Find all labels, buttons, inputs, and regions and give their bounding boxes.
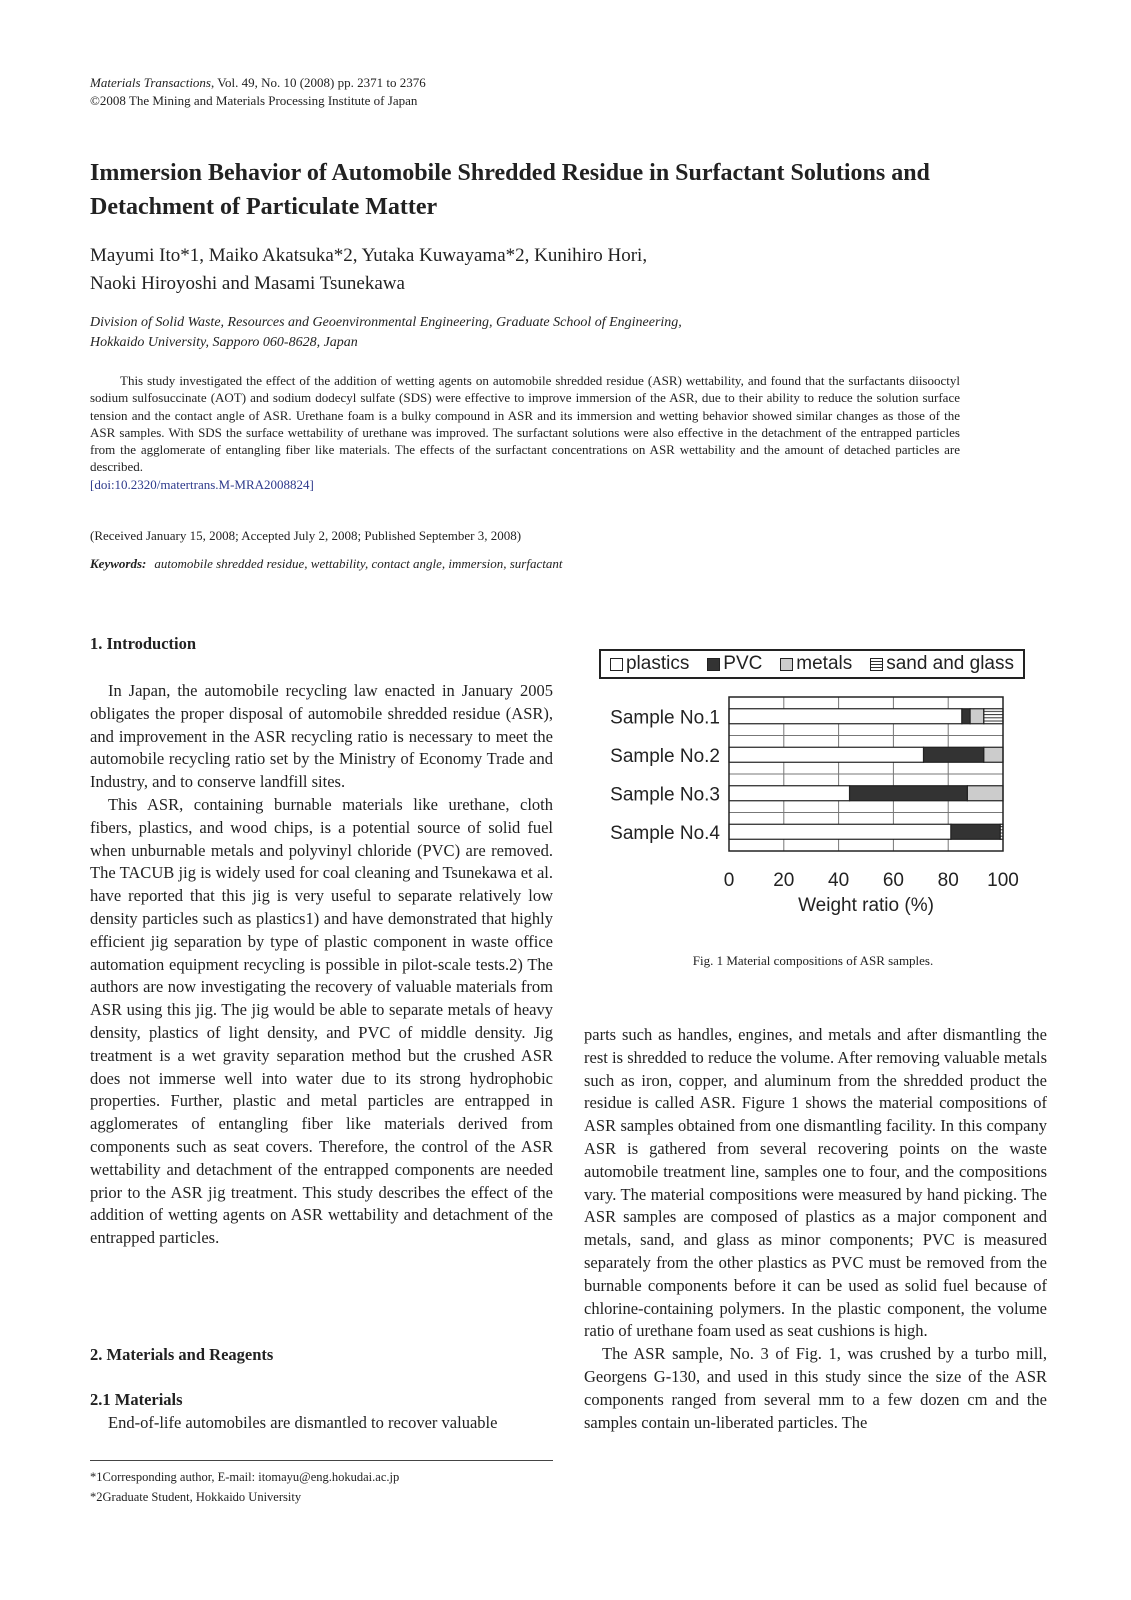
x-tick-label: 20 (773, 870, 795, 891)
category-label: Sample No.1 (610, 707, 720, 729)
legend-swatch (780, 658, 793, 671)
section-heading-materials: 2. Materials and Reagents (90, 1345, 274, 1364)
footnote-2: *2Graduate Student, Hokkaido University (90, 1490, 302, 1504)
materials-paragraph-1-cont: parts such as handles, engines, and metals and after dismantling the rest is shredded to reduce the volume. After removing valuable metals such as iron, copper, and aluminum from the shredded product the residue is called ASR. Figure 1 shows the material compositions of ASR samples obtained from one dismantling facility. In this company ASR is gathered from several recovering points on the waste automobile treatment line, samples one to four, and the compositions vary. The material compositions were measured by hand picking. The ASR samples are composed of plastics as a major component and metals, sand, and glass as minor components; PVC is measured separately from the other plastics as PVC must be removed from the burnable components before it can be used as solid fuel because of chlorine-containing polymers. In the plastic component, the volume ratio of urethane foam used as seat cushions is high. (584, 1025, 1047, 1341)
x-axis-label: Weight ratio (%) (798, 895, 934, 916)
legend-swatch (870, 658, 883, 671)
bar-segment-plastics (729, 747, 924, 762)
copyright: ©2008 The Mining and Materials Processing Institute of Japan (90, 93, 418, 108)
legend-swatch (610, 658, 623, 671)
category-label: Sample No.2 (610, 745, 720, 767)
abstract (90, 372, 960, 493)
paper-title: Immersion Behavior of Automobile Shredded Residue in Surfactant Solutions and Detachment of Particulate Matter (90, 160, 930, 220)
intro-paragraph-2: This ASR, containing burnable materials like urethane, cloth fibers, plastics, and wood chips, is a potential source of solid fuel when unburnable metals and polyvinyl chloride (PVC) are removed. The TACUB jig is widely used for coal cleaning and Tsunekawa et al. have reported that this jig is very useful to separate relatively low density particles such as plastics1) and have demonstrated that highly efficient jig separation by type of plastic component in waste office automation equipment recycling is possible in pilot-scale tests.2) The authors are now investigating the recovery of valuable materials from ASR using this jig. The jig would be able to separate metals of heavy density, plastics of light density, and PVC of middle density. Jig treatment is a wet gravity separation method but the crushed ASR does not immerse well into water due to its strong hydrophobic properties. Further, plastic and metal particles are entrapped in agglomerates of entangling fiber like materials derived from components such as seat covers. Therefore, the control of the ASR wettability and detachment of the entrapped components are needed prior to the ASR jig treatment. This study describes the effect of the addition of wetting agents on ASR wettability and detachment of the entrapped particles. (90, 794, 553, 1248)
bar-segment-plastics (729, 824, 951, 839)
subsection-heading-materials: 2.1 Materials (90, 1390, 183, 1409)
intro-paragraph-1: In Japan, the automobile recycling law enacted in January 2005 obligates the proper disposal of automobile shredded residue (ASR), and improvement in the ASR recycling ratio is necessary to meet the automobile recycling ratio set by the Ministry of Economy Trade and Industry, and to conserve landfill sites. (90, 681, 553, 792)
doi-link[interactable]: [doi:10.2320/matertrans.M-MRA2008824] (90, 476, 314, 492)
legend-item (610, 653, 689, 675)
x-tick-label: 40 (828, 870, 850, 891)
legend-label: plastics (625, 653, 690, 674)
journal-name: Materials Transactions (90, 75, 211, 90)
x-tick-label: 60 (882, 870, 904, 891)
affiliation (90, 313, 1030, 353)
bar-segment-plastics (729, 709, 962, 724)
affiliation-line-1: Division of Solid Waste, Resources and Geoenvironmental Engineering, Graduate School of Engineering, (90, 315, 682, 330)
x-tick-label: 100 (987, 870, 1019, 891)
legend-label: metals (796, 653, 853, 674)
materials-text-start (90, 1412, 553, 1435)
authors-line-2: Naoki Hiroyoshi and Masami Tsunekawa (90, 273, 405, 294)
authors-line-1: Mayumi Ito*1, Maiko Akatsuka*2, Yutaka Kuwayama*2, Kunihiro Hori, (90, 245, 648, 266)
chart-legend (599, 649, 1025, 679)
x-tick-label: 0 (723, 870, 735, 891)
journal-header (90, 74, 426, 110)
materials-text-continued (584, 1024, 1047, 1434)
x-tick-label: 80 (937, 870, 959, 891)
footnote-1: *1Corresponding author, E-mail: itomayu@eng.hokudai.ac.jp (90, 1470, 400, 1484)
keywords-label: Keywords: (90, 556, 147, 571)
bar-segment-plastics (729, 786, 850, 801)
legend-item (707, 653, 762, 675)
bar-segment-pvc (962, 709, 970, 724)
intro-text (90, 680, 553, 1250)
received-dates: (Received January 15, 2008; Accepted July 2, 2008; Published September 3, 2008) (90, 528, 522, 543)
legend-item (780, 653, 852, 675)
bar-segment-metals (970, 709, 984, 724)
materials-paragraph-1-start: End-of-life automobiles are dismantled to recover valuable (108, 1413, 498, 1432)
abstract-text: This study investigated the effect of the addition of wetting agents on automobile shredded residue (ASR) wettability, and found that the surfactants diisooctyl sodium sulfosuccinate (AOT) and sodium dodecyl sulfate (SDS) were effective to improve immersion of the ASR, due to their ability to reduce the solution surface tension and the contact angle of ASR. Urethane foam is a bulky compound in ASR and its immersion and wetting behavior showed similar changes as those of the ASR samples. With SDS the surface wettability of urethane was improved. The surfactant solutions were also effective in the detachment of the entrapped particles from the agglomerate of entangling fiber like materials. The effects of the surfactant concentrations on ASR wettability and the amount of detached particles are described. (90, 373, 960, 475)
affiliation-line-2: Hokkaido University, Sapporo 060-8628, Japan (90, 335, 358, 350)
authors (90, 242, 1030, 298)
bar-segment-pvc (850, 786, 968, 801)
materials-paragraph-2: The ASR sample, No. 3 of Fig. 1, was crushed by a turbo mill, Georgens G-130, and used in this study since the size of the ASR components ranged from several mm to a few dozen cm and the samples contain un-liberated particles. The (584, 1344, 1047, 1432)
bar-segment-pvc (951, 824, 1000, 839)
bar-segment-metals (984, 747, 1003, 762)
bar-segment-pvc (924, 747, 984, 762)
legend-label: sand and glass (886, 653, 1015, 674)
bar-segment-sand-and-glass (984, 709, 1003, 724)
section-heading-introduction: 1. Introduction (90, 634, 197, 653)
legend-item (870, 653, 1014, 675)
bar-segment-sand-and-glass (1000, 824, 1003, 839)
category-label: Sample No.3 (610, 784, 720, 806)
bar-segment-metals (967, 786, 1003, 801)
plot-frame (729, 697, 1003, 851)
figure-caption: Fig. 1 Material compositions of ASR samples. (692, 953, 934, 968)
keywords (90, 556, 562, 572)
journal-volume: , Vol. 49, No. 10 (2008) pp. 2371 to 2376 (211, 75, 426, 90)
legend-label: PVC (723, 653, 763, 674)
category-label: Sample No.4 (610, 822, 720, 844)
footnote-rule (90, 1460, 553, 1461)
keywords-list: automobile shredded residue, wettability, contact angle, immersion, surfactant (154, 556, 563, 571)
legend-swatch (707, 658, 720, 671)
